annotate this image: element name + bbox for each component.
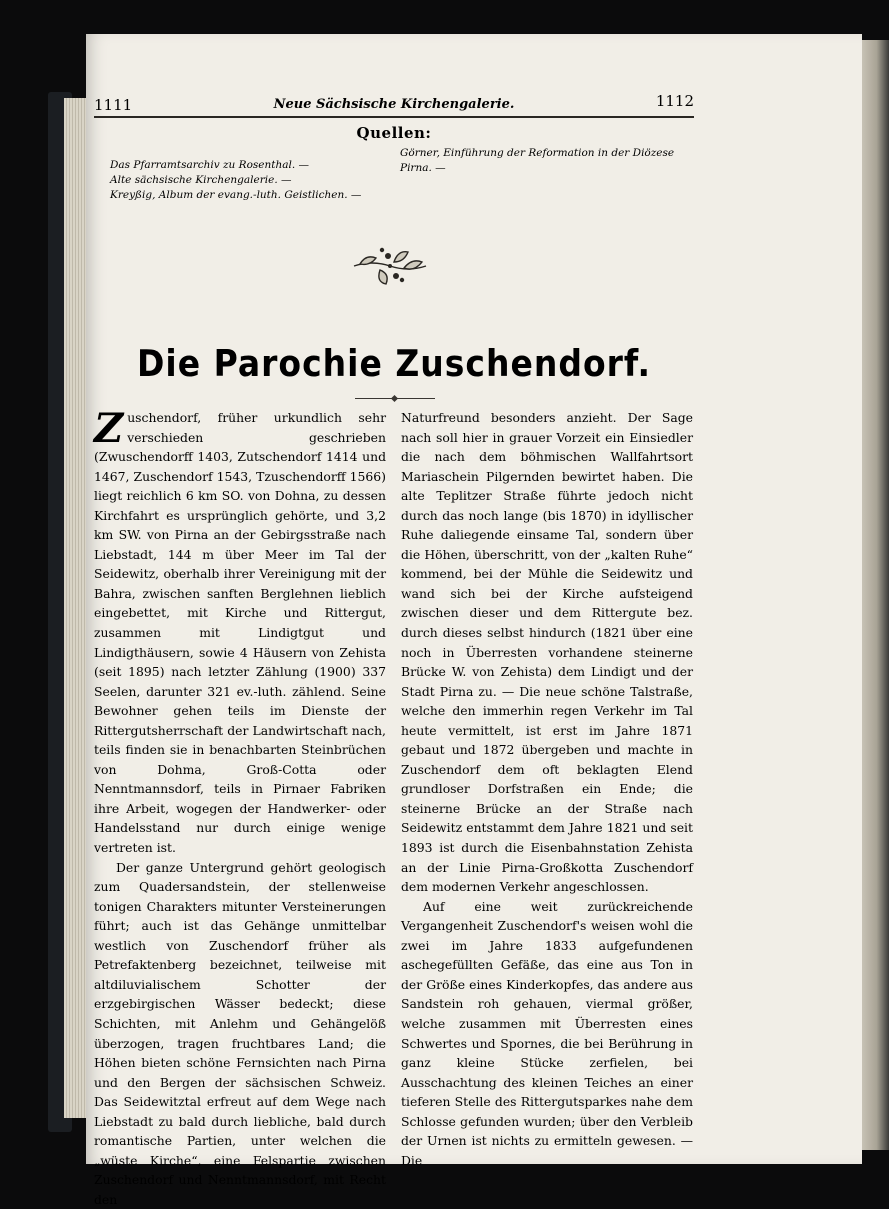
sources-heading: Quellen: (356, 124, 432, 142)
paragraph: Auf eine weit zurückreichende Vergangenheit Zuschendorf's weisen wohl die zwei im Jahre 1833 aufgefundenen aschegefüllten Gefäße, das eine aus Ton in der Größe eines Kinderkopfes, das andere aus Sandstein roh gehauen, viermal größer, welche zusammen mit Überresten eines Schwertes und Spornes, die bei Berührung in ganz kleine Stücke zerfielen, bei Ausschachtung des kleinen Teiches an einer tieferen Stelle des Rittergutsparkes nahe dem Schlosse gefunden wurden; über den Verbleib der Urnen ist nichts zu ermitteln gewesen. — Die (401, 898, 693, 1168)
text-column-right (401, 408, 693, 1170)
text-column-left (94, 405, 386, 1209)
article-title: Die Parochie Zuschendorf. (137, 342, 651, 385)
page-header (94, 86, 694, 118)
source-entry: Pirna. — (400, 162, 446, 174)
floral-ornament-icon (350, 240, 430, 290)
sources-right-column (400, 146, 690, 176)
page-number-right: 1112 (655, 92, 694, 110)
right-page-edge (858, 40, 889, 1150)
source-entry: Das Pfarramtsarchiv zu Rosenthal. — (110, 159, 310, 171)
page-number-left: 1111 (94, 96, 133, 114)
paragraph: Naturfreund besonders anzieht. Der Sage nach soll hier in grauer Vorzeit ein Einsiedler die nach dem böhmischen Wallfahrtsort Mariaschein Pilgernden bewirtet haben. Die alte Teplitzer Straße führte jedoch nicht durch das noch lange (bis 1870) in idyllischer Ruhe daliegende einsame Tal, sondern über die Höhen, überschritt, von der „kalten Ruhe“ kommend, bei der Mühle die Seidewitz und wand sich bei der Kirche aufsteigend zwischen dieser und dem Rittergute bez. durch dieses selbst hindurch (1821 über eine noch in Überresten vorhandene steinerne Brücke W. von Zehista) dem Lindigt und der Stadt Pirna zu. — Die neue schöne Talstraße, welche den immerhin regen Verkehr im Tal heute vermittelt, ist erst im Jahre 1871 gebaut und 1872 übergeben und machte in Zuschendorf dem oft beklagten Elend grundloser Dorfstraßen ein Ende; die steinerne Brücke an der Straße nach Seidewitz entstammt dem Jahre 1821 und seit 1893 ist durch die Eisenbahnstation Zehista an der Linie Pirna-Großkotta Zuschendorf dem modernen Verkehr angeschlossen. (401, 410, 693, 895)
paragraph-text: uschendorf, früher urkundlich sehr verschieden geschrieben (Zwuschendorff 1403, Zutschendorf 1414 und 1467, Zuschendorf 1543, Tzuschendorff 1566) liegt reichlich 6 km SO. von Dohna, zu dessen Kirchfahrt es ursprünglich gehörte, und 3,2 km SW. von Pirna an der Gebirgsstraße nach Liebstadt, 144 m über Meer im Tal der Seidewitz, oberhalb ihrer Vereinigung mit der Bahra, zwischen sanften Berglehnen lieblich eingebettet, mit Kirche und Rittergut, zusammen mit Lindigtgut und Lindigthäusern, sowie 4 Häusern von Zehista (seit 1895) nach letzter Zählung (1900) 337 Seelen, darunter 321 ev.-luth. zählend. Seine Bewohner gehen teils im Dienste der Rittergutsherrschaft der Landwirtschaft nach, teils finden sie in benachbarten Steinbrüchen von Dohma, Groß-Cotta oder Nenntmannsdorf, teils in Pirnaer Fabriken ihre Arbeit, wogegen der Handwerker- oder Handelsstand nur durch einige wenige vertreten ist. (94, 410, 386, 856)
paragraph (94, 405, 386, 858)
paragraph: Der ganze Untergrund gehört geologisch zum Quadersandstein, der stellenweise tonigen Charakters mitunter Versteinerungen führt; auch ist das Gehänge unmittelbar westlich von Zuschendorf früher als Petrefaktenberg bezeichnet, teilweise mit altdiluvialischem Schotter der erzgebirgischen Wässer bedeckt; diese Schichten, mit Anlehm und Gehängelöß überzogen, tragen fruchtbares Land; die Höhen bieten schöne Fernsichten nach Pirna und den Bergen der sächsischen Schweiz. Das Seidewitztal erfreut auf dem Wege nach Liebstadt zu bald durch liebliche, bald durch romantische Partien, unter welchen die „wüste Kirche“, eine Felspartie zwischen Zuschendorf und Nenntmannsdorf, mit Recht den (94, 859, 386, 1207)
source-entry: Görner, Einführung der Reformation in der Diözese (400, 147, 675, 159)
sources-left-column (110, 158, 400, 203)
running-title: Neue Sächsische Kirchengalerie. (273, 97, 515, 112)
source-entry: Alte sächsische Kirchengalerie. — (110, 174, 292, 186)
source-entry: Kreyßig, Album der evang.-luth. Geistlichen. — (110, 189, 362, 201)
drop-cap: Z (94, 405, 124, 452)
